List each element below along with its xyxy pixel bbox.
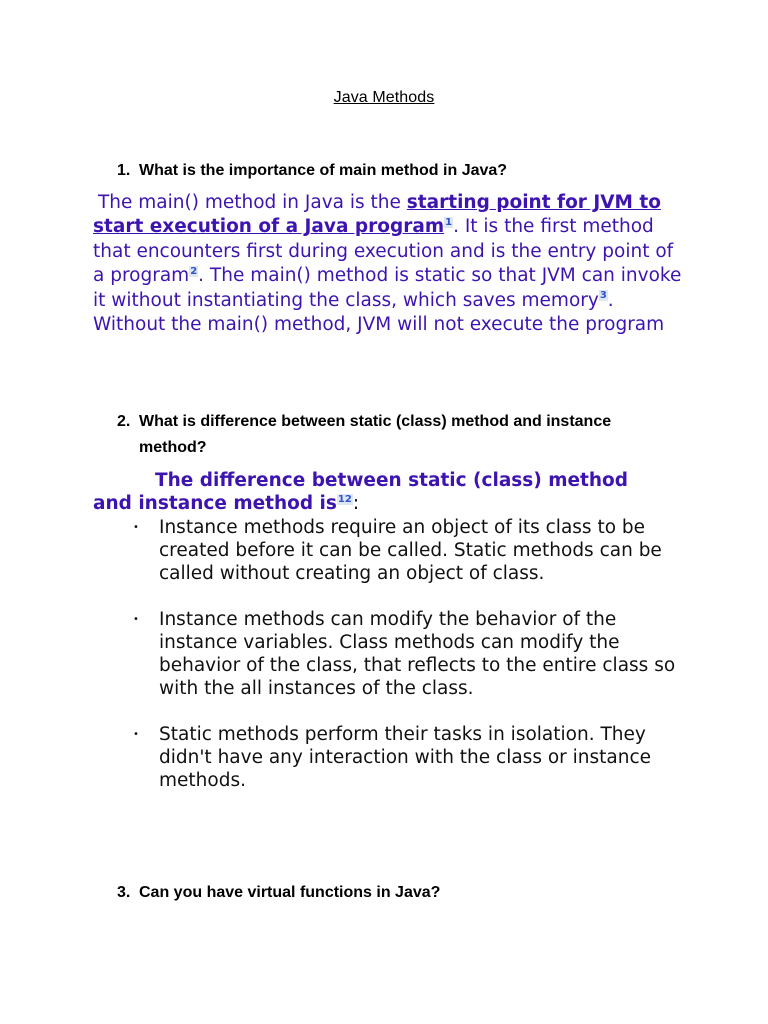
bullet-text: Instance methods can modify the behavior of the instance variables. Class methods can modify the behavior of the class, that reflects to the entire class so with the all instances of the class.: [159, 609, 676, 699]
question-number: 1.: [117, 162, 131, 179]
answer-1-part-3: . The main() method is static so that JVM can invoke it without instantiating the class, which saves memory: [93, 265, 682, 311]
reference-marker-3[interactable]: 3: [599, 290, 607, 302]
bullet-text: Static methods perform their tasks in isolation. They didn't have any interaction with the class or instance methods.: [159, 724, 652, 791]
question-1: [117, 158, 677, 184]
bullet-icon: •: [133, 614, 139, 625]
bullet-text: Instance methods require an object of its class to be created before it can be called. Static methods can be called without creating an object of class.: [159, 517, 662, 584]
answer-2-heading-colon: :: [352, 493, 360, 514]
question-text: What is the importance of main method in Java?: [139, 162, 508, 179]
list-item: [130, 608, 690, 700]
answer-1-part-4: . Without the main() method, JVM will not execute the program: [93, 289, 665, 336]
answer-2-bullet-list: [130, 516, 690, 815]
question-3: [117, 880, 677, 906]
reference-marker-2[interactable]: 2: [190, 266, 198, 278]
document-title: Java Methods: [333, 89, 435, 106]
answer-2-heading: [93, 469, 653, 515]
answer-1-paragraph: [93, 191, 683, 337]
answer-1-highlight-link[interactable]: starting point for JVM to start execution of a Java program: [93, 192, 661, 238]
answer-1-lead: The main() method in Java is the: [98, 192, 407, 213]
bullet-icon: •: [133, 522, 139, 533]
question-text: Can you have virtual functions in Java?: [139, 884, 441, 901]
question-number: 2.: [117, 413, 131, 430]
question-number: 3.: [117, 884, 131, 901]
answer-2-heading-text: The difference between static (class) method and instance method is: [93, 470, 629, 514]
list-item: [130, 723, 690, 792]
answer-1-part-2: . It is the first method that encounters first during execution and is the entry point of a program: [93, 216, 674, 287]
question-text: What is difference between static (class) method and instance method?: [139, 413, 612, 456]
reference-marker-12[interactable]: 12: [337, 493, 352, 505]
question-2: [117, 409, 677, 461]
reference-marker-1[interactable]: 1: [445, 217, 453, 229]
bullet-icon: •: [133, 729, 139, 740]
list-item: [130, 516, 690, 585]
